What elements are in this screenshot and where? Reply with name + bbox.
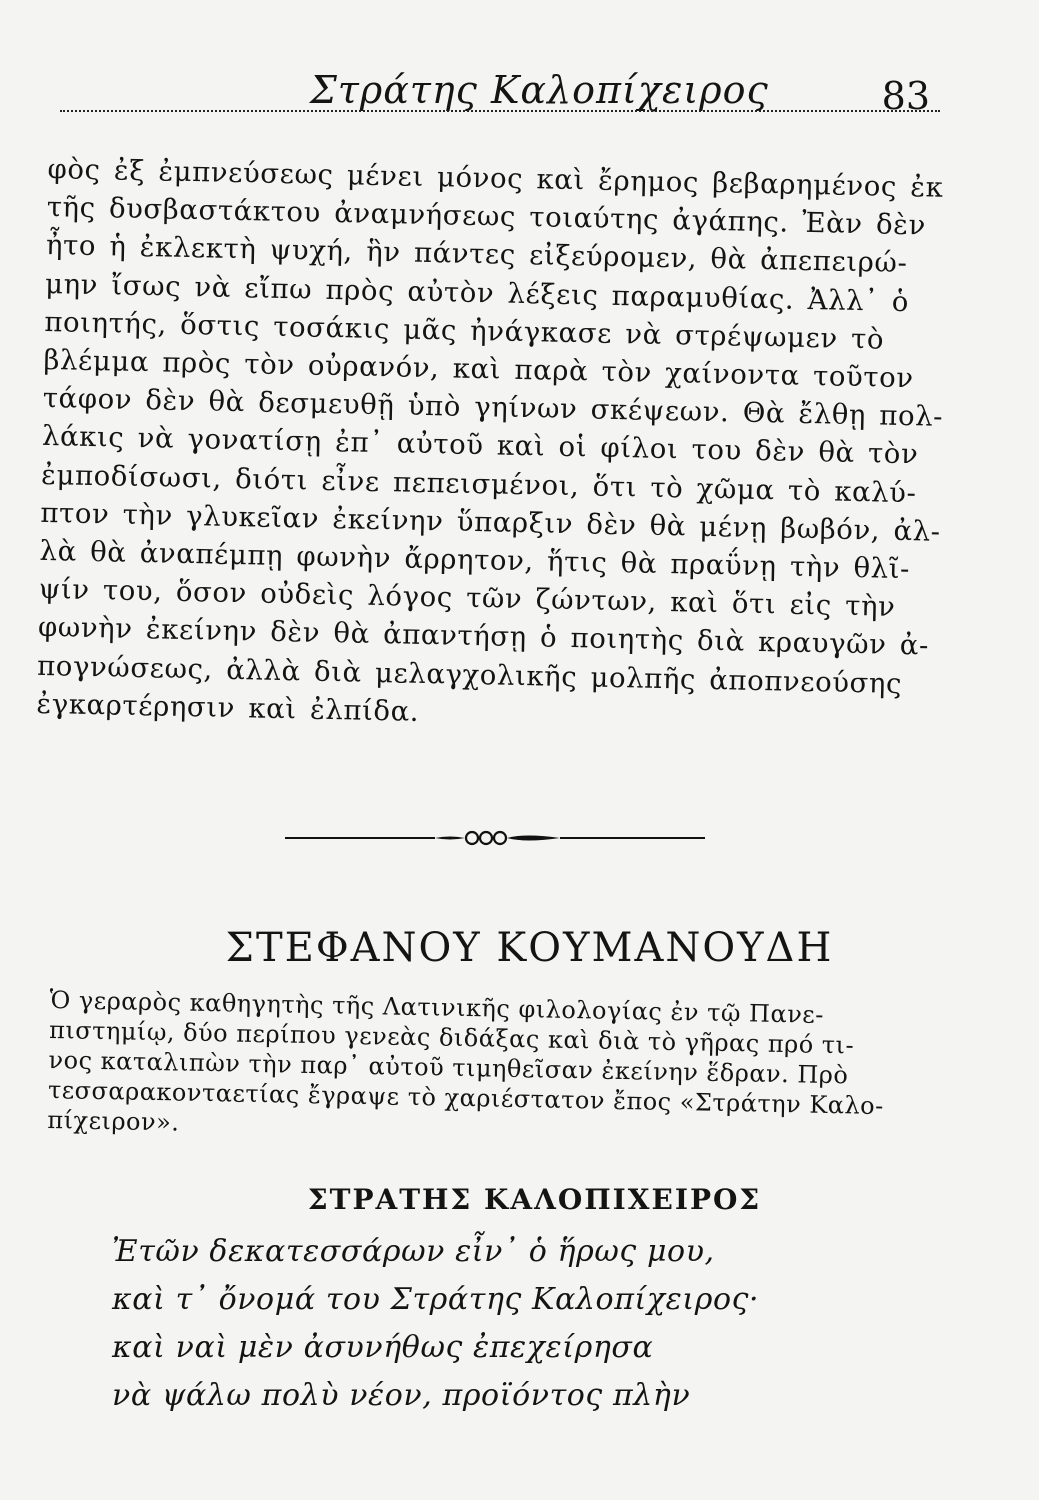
running-head [60, 60, 940, 120]
section-heading: ΣΤΕΦΑΝΟΥ ΚΟΥΜΑΝΟΥΔΗ [225, 925, 834, 971]
header-dotted-rule [60, 110, 940, 112]
running-title: Στράτης Καλοπίχειρος [310, 68, 769, 112]
ornamental-divider [285, 826, 705, 850]
poem-title: ΣΤΡΑΤΗΣ ΚΑΛΟΠΙΧΕΙΡΟΣ [307, 1183, 762, 1216]
body-paragraph: φὸς ἐξ ἐμπνεύσεως μένει μόνος καὶ ἔρημος βεβαρημένος ἐκ τῆς δυσβαστάκτου ἀναμνήσεως τοιαύτης ἀγάπης. Ἐὰν δὲν ἦτο ἡ ἐκλεκτὴ ψυχή, ἣν πάντες εἰξεύρομεν, θὰ ἀπεπειρώ- μην ἴσως νὰ εἴπω πρὸς αὐτὸν λέξεις παραμυθίας. Ἀλλ᾽ ὁ ποιητής, ὅστις τοσάκις μᾶς ἠνάγκασε νὰ στρέψωμεν τὸ βλέμμα πρὸς τὸν οὐρανόν, καὶ παρὰ τὸν χαίνοντα τοῦτον τάφον δὲν θὰ δεσμευθῇ ὑπὸ γηίνων σκέψεων. Θὰ ἔλθῃ πολ- λάκις νὰ γονατίσῃ ἐπ᾽ αὐτοῦ καὶ οἱ φίλοι του δὲν θὰ τὸν ἐμποδίσωσι, διότι εἶνε πεπεισμένοι, ὅτι τὸ χῶμα τὸ καλύ- πτον τὴν γλυκεῖαν ἐκείνην ὕπαρξιν δὲν θὰ μένῃ βωβόν, ἀλ- λὰ θὰ ἀναπέμπῃ φωνὴν ἄρρητον, ἥτις θὰ πραΰνῃ τὴν θλῖ- ψίν του, ὅσον οὐδεὶς λόγος τῶν ζώντων, καὶ ὅτι εἰς τὴν φωνὴν ἐκείνην δὲν θὰ ἀπαντήσῃ ὁ ποιητὴς διὰ κραυγῶν ἀ- πογνώσεως, ἀλλὰ διὰ μελαγχολικῆς μολπῆς ἀποπνεούσης ἐγκαρτέρησιν καὶ ἐλπίδα. [36, 152, 944, 728]
page-number: 83 [881, 74, 930, 118]
poem-verses: Ἐτῶν δεκατεσσάρων εἶν᾽ ὁ ἥρως μου, καὶ τ᾽ ὄνομά του Στράτης Καλοπίχειρος· καὶ ναὶ μὲν ἀσυνήθως ἐπεχείρησα νὰ ψάλω πολὺ νέον, προϊόντος πλὴν [112, 1234, 760, 1413]
intro-paragraph: Ὁ γεραρὸς καθηγητὴς τῆς Λατινικῆς φιλολογίας ἐν τῷ Πανε- πιστημίῳ, δύο περίπου γενεὰς διδάξας καὶ διὰ τὸ γῆρας πρό τι- νος καταλιπὼν τὴν παρ᾽ αὐτοῦ τιμηθεῖσαν ἐκείνην ἕδραν. Πρὸ τεσσαρακονταετίας ἔγραψε τὸ χαριέστατον ἔπος «Στράτην Καλο- πίχειρον». [47, 985, 885, 1137]
